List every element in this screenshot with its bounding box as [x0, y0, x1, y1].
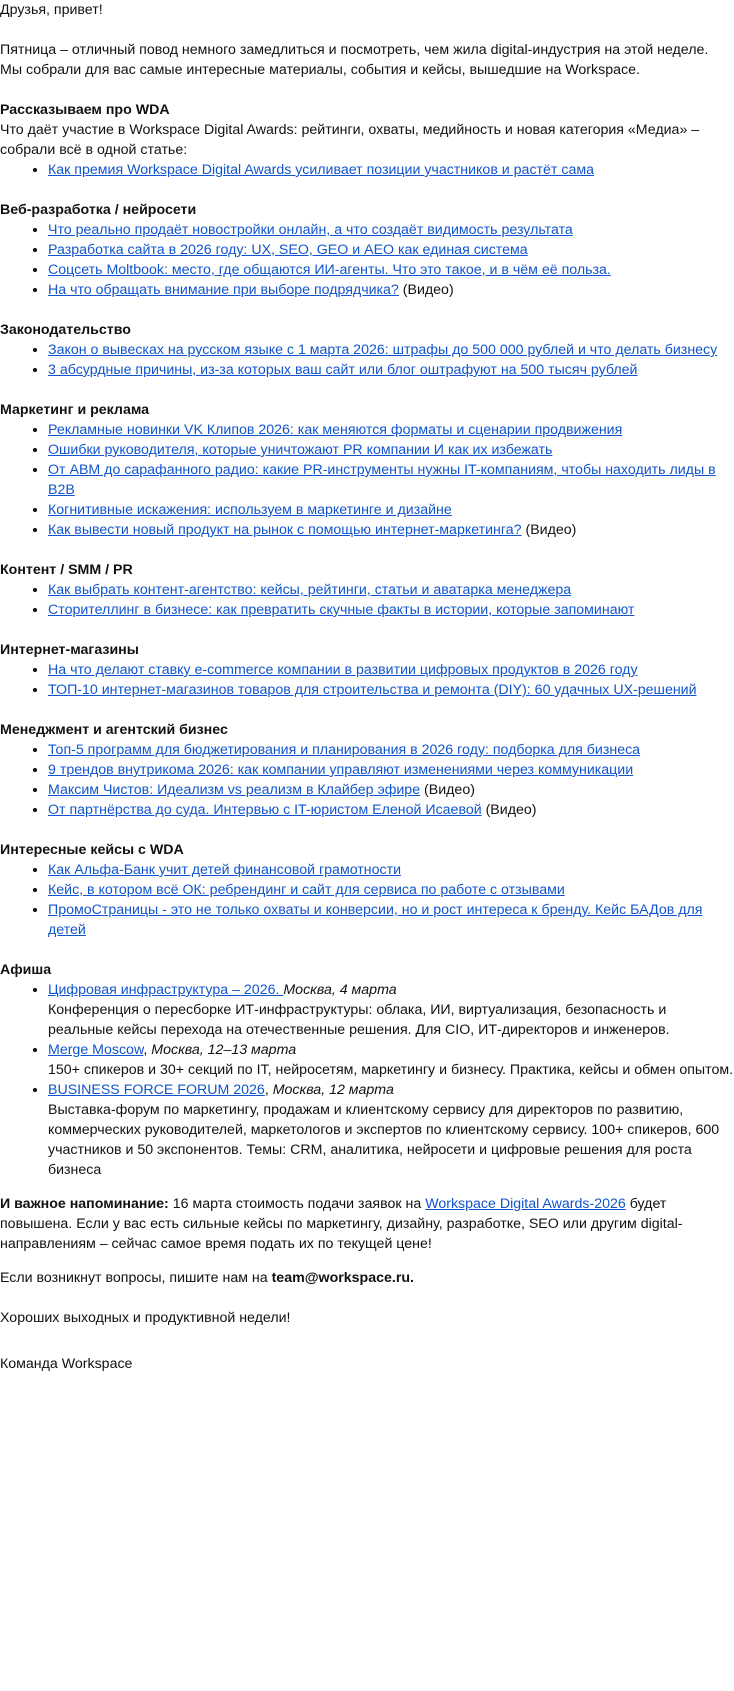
article-link[interactable]: Рекламные новинки VK Клипов 2026: как меняются форматы и сценарии продвижения: [48, 422, 623, 438]
content-list: [0, 580, 734, 620]
article-link[interactable]: От партнёрства до суда. Интервью с IT-юристом Еленой Исаевой: [48, 802, 482, 818]
list-item: [48, 600, 734, 620]
wda-2026-link[interactable]: Workspace Digital Awards-2026: [425, 1196, 626, 1212]
section-heading-webdev: Веб-разработка / нейросети: [0, 202, 197, 218]
list-item: [48, 900, 734, 940]
section-heading-marketing: Маркетинг и реклама: [0, 402, 150, 418]
article-link[interactable]: 3 абсурдные причины, из-за которых ваш сайт или блог оштрафуют на 500 тысяч рублей: [48, 362, 638, 378]
greeting: Друзья, привет!: [0, 2, 103, 18]
event-link[interactable]: Цифровая инфраструктура – 2026.: [48, 982, 284, 998]
section-heading-law: Законодательство: [0, 322, 131, 338]
section-content: [0, 560, 734, 640]
events-list: [0, 980, 734, 1180]
list-item: [48, 440, 734, 460]
article-link[interactable]: Как премия Workspace Digital Awards усиливает позиции участников и растёт сама: [48, 162, 594, 178]
article-link[interactable]: Максим Чистов: Идеализм vs реализм в Клайбер эфире: [48, 782, 421, 798]
list-item: [48, 420, 734, 440]
article-link[interactable]: Как Альфа-Банк учит детей финансовой грамотности: [48, 862, 402, 878]
event-date-location: Москва, 12–13 марта: [151, 1042, 297, 1058]
management-list: [0, 740, 734, 820]
list-item: [48, 260, 734, 280]
event-description: Выставка-форум по маркетингу, продажам и клиентскому сервису для директоров по развитию, коммерческих руководителей, маркетологов и экспертов по клиентскому сервису. 100+ спикеров, 600 участников и 50 экспонентов. Темы: CRM, аналитика, нейросети и цифровые решения для роста бизнеса: [48, 1102, 720, 1178]
marketing-list: [0, 420, 734, 540]
list-item: [48, 360, 734, 380]
article-link[interactable]: Ошибки руководителя, которые уничтожают PR компании И как их избежать: [48, 442, 553, 458]
section-cases: [0, 840, 734, 960]
section-heading-events: Афиша: [0, 962, 52, 978]
reminder-after: будет повышена. Если у вас есть сильные кейсы по маркетингу, дизайну, разработке, SEO или другим digital-направлениям – сейчас самое время подать их по текущей цене!: [0, 1196, 683, 1252]
article-link[interactable]: Соцсеть Moltbook: место, где общаются ИИ-агенты. Что это такое, и в чём её польза.: [48, 262, 611, 278]
list-item: [48, 660, 734, 680]
section-marketing: [0, 400, 734, 560]
shops-list: [0, 660, 734, 700]
section-management: [0, 720, 734, 840]
list-item: [48, 500, 734, 520]
section-heading-shops: Интернет-магазины: [0, 642, 139, 658]
article-link[interactable]: Как выбрать контент-агентство: кейсы, рейтинги, статьи и аватарка менеджера: [48, 582, 572, 598]
list-item: [48, 460, 734, 500]
event-separator: ,: [264, 1082, 273, 1098]
list-item: [48, 860, 734, 880]
list-item: [48, 520, 734, 540]
list-item: [48, 340, 734, 360]
list-item: [48, 880, 734, 900]
video-note: (Видео): [420, 782, 475, 798]
event-link[interactable]: BUSINESS FORCE FORUM 2026: [48, 1082, 265, 1098]
video-note: (Видео): [481, 802, 537, 818]
law-list: [0, 340, 734, 380]
list-item: [48, 280, 734, 300]
section-heading-content: Контент / SMM / PR: [0, 562, 133, 578]
section-law: [0, 320, 734, 400]
list-item: [48, 580, 734, 600]
section-shops: [0, 640, 734, 720]
intro-text: Пятница – отличный повод немного замедлиться и посмотреть, чем жила digital-индустрия на этой неделе. Мы собрали для вас самые интересные материалы, события и кейсы, вышедшие на Workspace.: [0, 42, 709, 78]
article-link[interactable]: ТОП-10 интернет-магазинов товаров для строительства и ремонта (DIY): 60 удачных UX-решений: [48, 682, 697, 698]
list-item: [48, 760, 734, 780]
video-note: (Видео): [398, 282, 454, 298]
list-item: [48, 780, 734, 800]
closing-text: Хороших выходных и продуктивной недели!: [0, 1310, 291, 1326]
reminder-paragraph: [0, 1194, 734, 1254]
event-date-location: Москва, 12 марта: [272, 1082, 394, 1098]
article-link[interactable]: От ABM до сарафанного радио: какие PR-инструменты нужны IT-компаниям, чтобы находить лиды в B2B: [48, 462, 716, 498]
list-item: [48, 800, 734, 820]
article-link[interactable]: Как вывести новый продукт на рынок с помощью интернет-маркетинга?: [48, 522, 522, 538]
wda-list: [0, 160, 734, 180]
contact-paragraph: [0, 1268, 734, 1288]
article-link[interactable]: Кейс, в котором всё ОК: ребрендинг и сайт для сервиса по работе с отзывами: [48, 882, 565, 898]
event-description: 150+ спикеров и 30+ секций по IT, нейросетям, маркетингу и бизнесу. Практика, кейсы и обмен опытом.: [48, 1062, 734, 1078]
list-item: [48, 240, 734, 260]
webdev-list: [0, 220, 734, 300]
contact-text: Если возникнут вопросы, пишите нам на: [0, 1270, 272, 1286]
article-link[interactable]: На что обращать внимание при выборе подрядчика?: [48, 282, 399, 298]
signature: Команда Workspace: [0, 1356, 133, 1372]
video-note: (Видео): [521, 522, 577, 538]
event-item: [48, 1040, 734, 1080]
article-link[interactable]: Топ-5 программ для бюджетирования и планирования в 2026 году: подборка для бизнеса: [48, 742, 641, 758]
wda-text: Что даёт участие в Workspace Digital Awards: рейтинги, охваты, медийность и новая категория «Медиа» – собрали всё в одной статье:: [0, 122, 700, 158]
article-link[interactable]: Сторителлинг в бизнесе: как превратить скучные факты в истории, которые запоминают: [48, 602, 635, 618]
article-link[interactable]: Когнитивные искажения: используем в маркетинге и дизайне: [48, 502, 452, 518]
article-link[interactable]: Что реально продаёт новостройки онлайн, а что создаёт видимость результата: [48, 222, 573, 238]
event-link[interactable]: Merge Moscow: [48, 1042, 144, 1058]
list-item: [48, 160, 734, 180]
list-item: [48, 220, 734, 240]
contact-email[interactable]: team@workspace.ru.: [271, 1270, 414, 1286]
article-link[interactable]: 9 трендов внутрикома 2026: как компании управляют изменениями через коммуникации: [48, 762, 634, 778]
reminder-before: 16 марта стоимость подачи заявок на: [168, 1196, 426, 1212]
event-item: [48, 1080, 734, 1180]
article-link[interactable]: Разработка сайта в 2026 году: UX, SEO, GEO и AEO как единая система: [48, 242, 528, 258]
section-heading-management: Менеджмент и агентский бизнес: [0, 722, 228, 738]
event-separator: ,: [143, 1042, 152, 1058]
article-link[interactable]: Закон о вывесках на русском языке с 1 марта 2026: штрафы до 500 000 рублей и что делать бизнесу: [48, 342, 718, 358]
event-date-location: Москва, 4 марта: [283, 982, 397, 998]
section-heading-cases: Интересные кейсы с WDA: [0, 842, 184, 858]
cases-list: [0, 860, 734, 940]
reminder-bold: И важное напоминание:: [0, 1196, 169, 1212]
event-item: [48, 980, 734, 1040]
list-item: [48, 680, 734, 700]
section-heading-wda: Рассказываем про WDA: [0, 102, 170, 118]
event-description: Конференция о пересборке ИТ-инфраструктуры: облака, ИИ, виртуализация, безопасность и реальные кейсы перехода на отечественные решения. Для CIO, ИТ-директоров и инженеров.: [48, 1002, 670, 1038]
list-item: [48, 740, 734, 760]
section-webdev: [0, 200, 734, 320]
article-link[interactable]: ПромоСтраницы - это не только охваты и конверсии, но и рост интереса к бренду. Кейс БАДов для детей: [48, 902, 703, 938]
article-link[interactable]: На что делают ставку e-commerce компании в развитии цифровых продуктов в 2026 году: [48, 662, 638, 678]
